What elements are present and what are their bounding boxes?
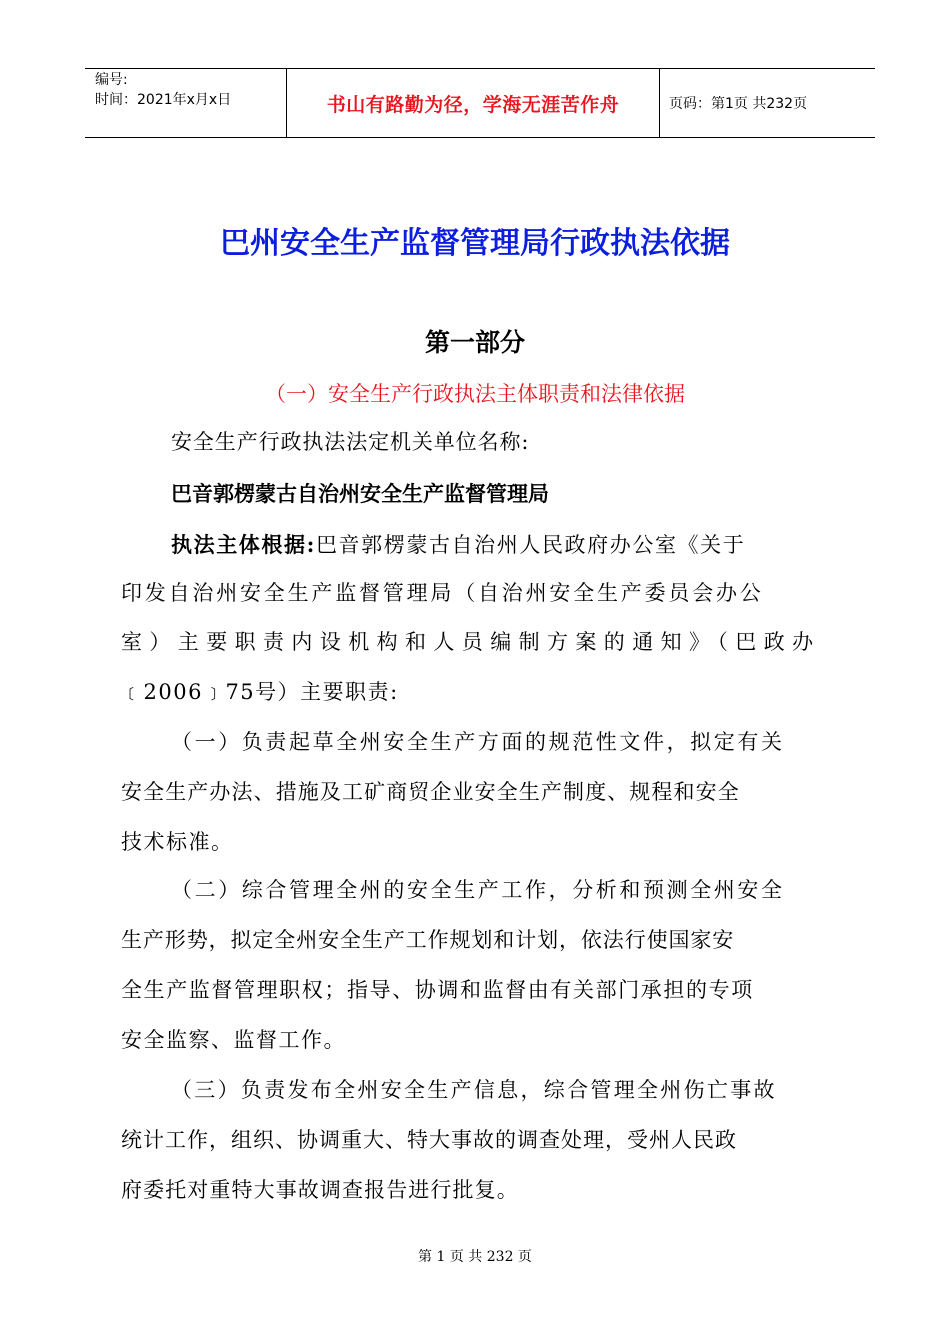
duty-2-line-4: 安全监察、监督工作。 [121, 1028, 346, 1052]
page-footer: 第 1 页 共 232 页 [418, 1249, 532, 1265]
header-page-cell [660, 69, 875, 137]
duty-1-line-1: （一）负责起草全州安全生产方面的规范性文件，拟定有关 [171, 730, 785, 754]
header-meta [85, 69, 287, 137]
duty-1-line-2: 安全生产办法、措施及工矿商贸企业安全生产制度、规程和安全 [121, 780, 740, 804]
duty-1-line-3: 技术标准。 [121, 830, 234, 854]
duty-2-line-2: 生产形势，拟定全州安全生产工作规划和计划，依法行使国家安 [121, 928, 735, 952]
duty-3-line-3: 府委托对重特大事故调查报告进行批复。 [121, 1178, 519, 1202]
duty-3-line-1: （三）负责发布全州安全生产信息，综合管理全州伤亡事故 [171, 1078, 777, 1102]
basis-line-3: 室）主要职责内设机构和人员编制方案的通知》（巴政办 [121, 630, 821, 654]
basis-line-1 [171, 530, 891, 560]
basis-line-2: 印发自治州安全生产监督管理局（自治州安全生产委员会办公 [121, 581, 764, 605]
header-motto: 书山有路勤为径，学海无涯苦作舟 [326, 93, 620, 116]
agency-label: 安全生产行政执法法定机关单位名称: [171, 430, 530, 454]
agency-name: 巴音郭楞蒙古自治州安全生产监督管理局 [171, 481, 549, 506]
duty-3-line-2: 统计工作，组织、协调重大、特大事故的调查处理，受州人民政 [121, 1128, 737, 1152]
document-number-label: 编号: [95, 72, 128, 88]
document-time-label: 时间：2021年x月x日 [95, 92, 232, 108]
duty-2-line-1: （二）综合管理全州的安全生产工作，分析和预测全州安全 [171, 878, 785, 902]
basis-text-1: 巴音郭楞蒙古自治州人民政府办公室《关于 [315, 533, 746, 557]
page-header [85, 68, 875, 138]
section-heading: （一）安全生产行政执法主体职责和法律依据 [265, 382, 685, 406]
basis-line-4: ﹝2006﹞75号）主要职责: [121, 680, 399, 704]
basis-label: 执法主体根据: [171, 532, 316, 557]
part-heading: 第一部分 [424, 328, 525, 357]
header-motto-cell [287, 69, 660, 137]
document-title: 巴州安全生产监督管理局行政执法依据 [220, 226, 730, 261]
duty-2-line-3: 全生产监督管理职权；指导、协调和监督由有关部门承担的专项 [121, 978, 754, 1002]
header-page-label: 页码：第1页 共232页 [669, 96, 808, 112]
